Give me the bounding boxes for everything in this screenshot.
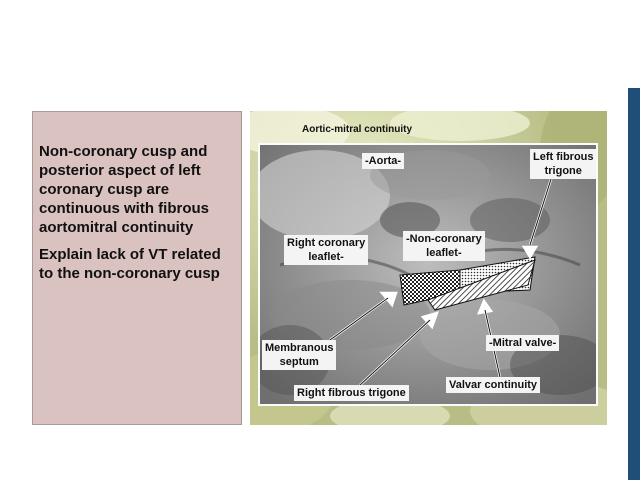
label-aorta: -Aorta-: [362, 153, 404, 169]
text-box: [32, 111, 242, 425]
label-left-fibrous-trigone-line1: Left fibrous: [533, 151, 594, 163]
label-left-fibrous-trigone: [530, 149, 597, 179]
label-non-coronary-line1: -Non-coronary: [406, 233, 482, 245]
label-right-fibrous-trigone: Right fibrous trigone: [294, 385, 409, 401]
label-left-fibrous-trigone-line2: trigone: [544, 165, 582, 177]
label-membranous-septum: [262, 340, 336, 370]
specimen-photo: [258, 143, 598, 406]
label-non-coronary-line2: leaflet-: [426, 247, 462, 259]
figure-caption: Aortic-mitral continuity: [302, 124, 413, 135]
accent-bar-blue: [628, 88, 640, 480]
paragraph-cusp-continuity: Non-coronary cusp and posterior aspect of left coronary cusp are continuous with fibrous aortomitral continuity: [39, 143, 209, 236]
label-right-coronary-line2: leaflet-: [308, 251, 344, 263]
label-valvar-continuity: Valvar continuity: [446, 377, 540, 393]
label-non-coronary-leaflet: [403, 231, 485, 261]
paragraph-vt-question: Explain lack of VT related to the non-coronary cusp: [39, 246, 221, 282]
accent-bar-gap: [628, 0, 640, 86]
label-mitral-valve: -Mitral valve-: [486, 335, 559, 351]
label-right-coronary-line1: Right coronary: [287, 237, 366, 249]
label-right-coronary-leaflet: [284, 235, 368, 265]
label-membranous-line1: Membranous: [265, 342, 334, 354]
label-membranous-line2: septum: [279, 356, 319, 368]
accent-bar: [628, 0, 640, 480]
